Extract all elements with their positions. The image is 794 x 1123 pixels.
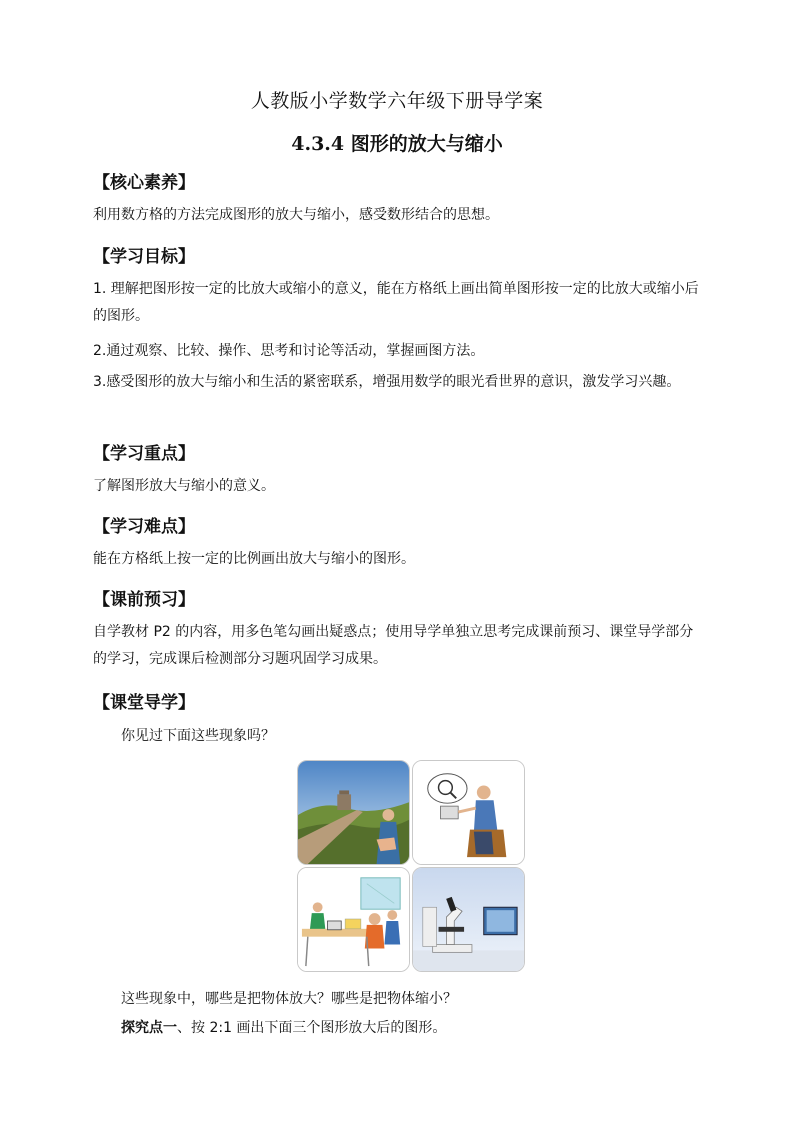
magnifying-reading-image xyxy=(412,760,525,865)
goal-item-3: 3.感受图形的放大与缩小和生活的紧密联系，增强用数学的眼光看世界的意识，激发学习兴趣。 xyxy=(93,374,681,390)
lesson-title: 4.3.4 图形的放大与缩小 xyxy=(291,133,503,155)
preview-text: 自学教材 P2 的内容，用多色笔勾画出疑惑点；使用导学单独立思考完成课前预习、课堂导学部分的学习，完成课后检测部分习题巩固学习成果。 xyxy=(93,624,694,667)
phenomena-figure xyxy=(297,760,525,972)
microscope-image xyxy=(412,867,525,972)
preview-heading: 【课前预习】 xyxy=(93,590,195,610)
classroom-question: 这些现象中，哪些是把物体放大？哪些是把物体缩小？ xyxy=(121,991,457,1007)
goal-item-2: 2.通过观察、比较、操作、思考和讨论等活动，掌握画图方法。 xyxy=(93,343,485,359)
core-text: 利用数方格的方法完成图形的放大与缩小，感受数形结合的思想。 xyxy=(93,207,499,223)
projector-classroom-image xyxy=(297,867,410,972)
document-title: 人教版小学数学六年级下册导学案 xyxy=(250,90,544,112)
explore-text: 、按 2:1 画出下面三个图形放大后的图形。 xyxy=(177,1020,447,1036)
difficulty-heading: 【学习难点】 xyxy=(93,517,195,537)
key-point-heading: 【学习重点】 xyxy=(93,444,195,464)
explore-point-1 xyxy=(121,1015,705,1042)
core-heading: 【核心素养】 xyxy=(93,173,195,193)
great-wall-image xyxy=(297,760,410,865)
classroom-intro: 你见过下面这些现象吗？ xyxy=(121,728,275,744)
key-point-text: 了解图形放大与缩小的意义。 xyxy=(93,478,275,494)
goal-item-1: 1. 理解把图形按一定的比放大或缩小的意义，能在方格纸上画出简单图形按一定的比放大或缩小后的图形。 xyxy=(93,281,699,324)
goals-heading: 【学习目标】 xyxy=(93,247,195,267)
explore-label: 探究点一 xyxy=(121,1020,177,1036)
difficulty-text: 能在方格纸上按一定的比例画出放大与缩小的图形。 xyxy=(93,551,415,567)
classroom-heading: 【课堂导学】 xyxy=(93,693,195,713)
